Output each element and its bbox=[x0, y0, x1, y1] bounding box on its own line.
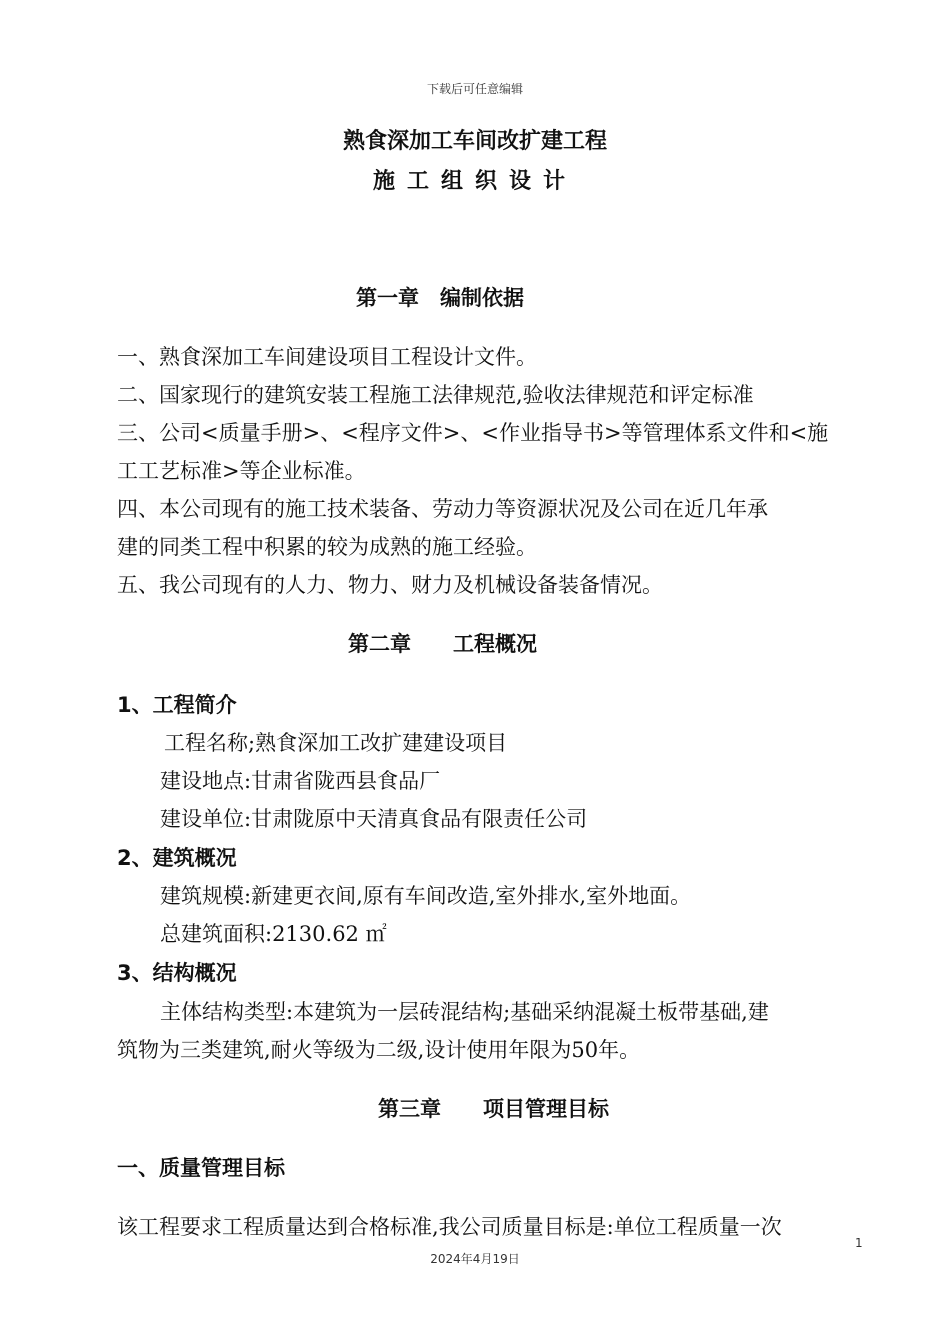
header-note: 下载后可任意编辑 bbox=[426, 82, 523, 96]
structure-line-1: 主体结构类型:本建筑为一层砖混结构;基础采纳混凝土板带基础,建 bbox=[160, 1000, 769, 1024]
chapter-1-heading: 第一章 编制依据 bbox=[356, 286, 524, 310]
quality-target-line-1: 该工程要求工程质量达到合格标准,我公司质量目标是:单位工程质量一次 bbox=[117, 1215, 782, 1239]
project-owner: 建设单位:甘肃陇原中天清真食品有限责任公司 bbox=[160, 807, 588, 831]
chapter-1-item-3-cont: 工工艺标准>等企业标准。 bbox=[117, 459, 366, 483]
project-name: 工程名称;熟食深加工改扩建建设项目 bbox=[164, 731, 508, 755]
building-scale: 建筑规模:新建更衣间,原有车间改造,室外排水,室外地面。 bbox=[160, 884, 692, 908]
chapter-1-item-4: 四、本公司现有的施工技术装备、劳动力等资源状况及公司在近几年承 bbox=[117, 497, 768, 521]
chapter-1-item-1: 一、熟食深加工车间建设项目工程设计文件。 bbox=[117, 345, 537, 369]
chapter-2-heading: 第二章 工程概况 bbox=[348, 632, 537, 656]
section-quality-target: 一、质量管理目标 bbox=[117, 1156, 285, 1180]
building-area: 总建筑面积:2130.62 ㎡ bbox=[160, 922, 387, 946]
chapter-1-item-2: 二、国家现行的建筑安装工程施工法律规范,验收法律规范和评定标准 bbox=[117, 383, 754, 407]
structure-line-2: 筑物为三类建筑,耐火等级为二级,设计使用年限为50年。 bbox=[117, 1038, 641, 1062]
document-subtitle: 施工组织设计 bbox=[372, 169, 577, 194]
section-structure-overview: 3、结构概况 bbox=[117, 961, 237, 985]
document-title: 熟食深加工车间改扩建工程 bbox=[342, 129, 607, 154]
footer-date: 2024年4月19日 bbox=[430, 1252, 520, 1266]
chapter-3-heading: 第三章 项目管理目标 bbox=[378, 1097, 609, 1121]
chapter-1-item-5: 五、我公司现有的人力、物力、财力及机械设备装备情况。 bbox=[117, 573, 663, 597]
chapter-1-item-3: 三、公司<质量手册>、<程序文件>、<作业指导书>等管理体系文件和<施 bbox=[117, 421, 829, 445]
section-project-intro: 1、工程简介 bbox=[117, 693, 237, 717]
project-site: 建设地点:甘肃省陇西县食品厂 bbox=[160, 769, 441, 793]
section-building-overview: 2、建筑概况 bbox=[117, 846, 237, 870]
page-number: 1 bbox=[855, 1236, 863, 1250]
chapter-1-item-4-cont: 建的同类工程中积累的较为成熟的施工经验。 bbox=[117, 535, 537, 559]
